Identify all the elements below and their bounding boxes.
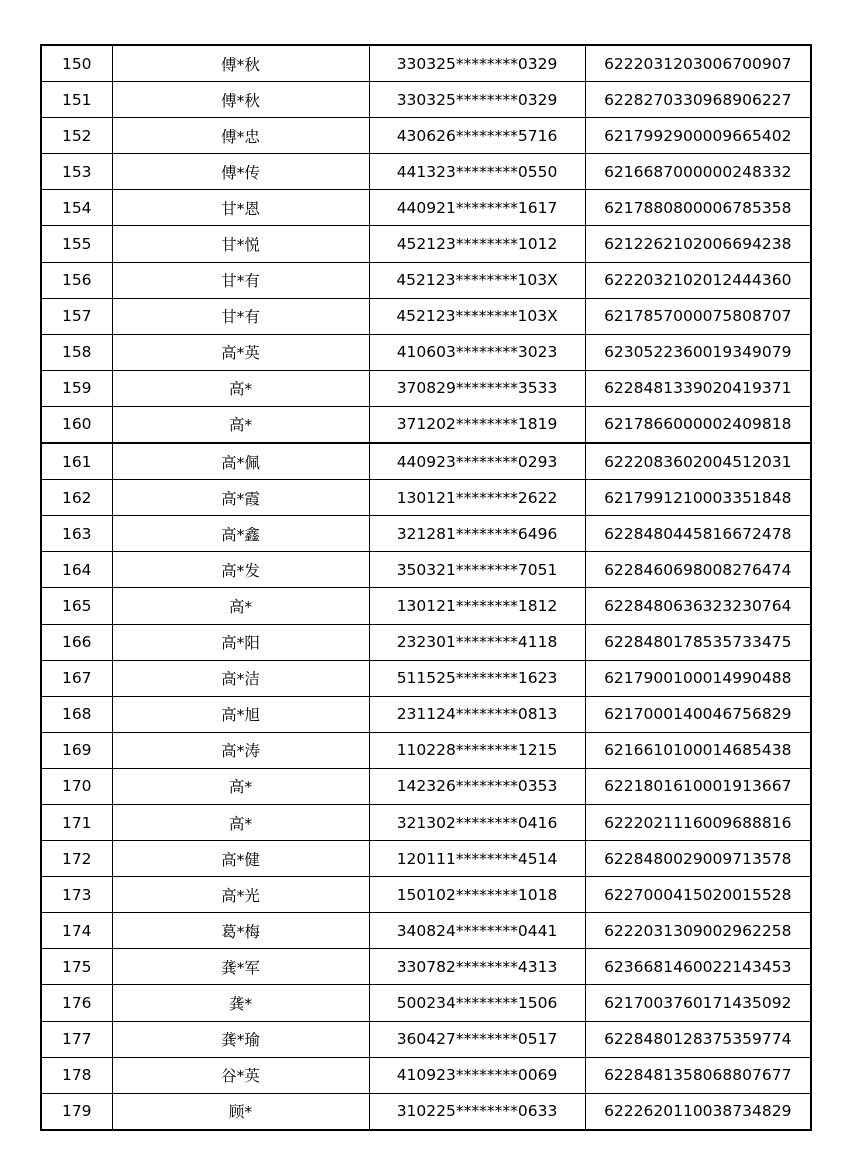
row-number-cell: 158 bbox=[41, 334, 112, 370]
card-number-cell: 6217857000075808707 bbox=[585, 298, 811, 334]
card-number-cell: 6216610100014685438 bbox=[585, 732, 811, 768]
row-number-cell: 156 bbox=[41, 262, 112, 298]
name-cell: 甘*恩 bbox=[112, 190, 369, 226]
table-row bbox=[41, 552, 811, 588]
card-number-cell: 6227000415020015528 bbox=[585, 877, 811, 913]
name-cell: 谷*英 bbox=[112, 1057, 369, 1093]
card-number-cell: 6221801610001913667 bbox=[585, 768, 811, 804]
id-number-cell: 440921********1617 bbox=[369, 190, 585, 226]
name-cell: 龚* bbox=[112, 985, 369, 1021]
name-cell: 高*鑫 bbox=[112, 516, 369, 552]
id-number-cell: 142326********0353 bbox=[369, 768, 585, 804]
card-number-cell: 6217000140046756829 bbox=[585, 696, 811, 732]
row-number-cell: 173 bbox=[41, 877, 112, 913]
row-number-cell: 162 bbox=[41, 480, 112, 516]
name-cell: 高*光 bbox=[112, 877, 369, 913]
name-cell: 高*健 bbox=[112, 841, 369, 877]
table-row bbox=[41, 696, 811, 732]
row-number-cell: 168 bbox=[41, 696, 112, 732]
name-cell: 高*洁 bbox=[112, 660, 369, 696]
table-row bbox=[41, 768, 811, 804]
id-number-cell: 452123********103X bbox=[369, 298, 585, 334]
table-row bbox=[41, 370, 811, 406]
id-number-cell: 500234********1506 bbox=[369, 985, 585, 1021]
row-number-cell: 171 bbox=[41, 804, 112, 840]
row-number-cell: 163 bbox=[41, 516, 112, 552]
name-cell: 高* bbox=[112, 588, 369, 624]
id-number-cell: 441323********0550 bbox=[369, 154, 585, 190]
row-number-cell: 172 bbox=[41, 841, 112, 877]
card-number-cell: 6228270330968906227 bbox=[585, 82, 811, 118]
name-cell: 高* bbox=[112, 406, 369, 443]
id-number-cell: 110228********1215 bbox=[369, 732, 585, 768]
name-cell: 傅*秋 bbox=[112, 45, 369, 82]
card-number-cell: 6228481339020419371 bbox=[585, 370, 811, 406]
row-number-cell: 177 bbox=[41, 1021, 112, 1057]
id-number-cell: 370829********3533 bbox=[369, 370, 585, 406]
row-number-cell: 159 bbox=[41, 370, 112, 406]
id-number-cell: 360427********0517 bbox=[369, 1021, 585, 1057]
name-cell: 甘*有 bbox=[112, 298, 369, 334]
row-number-cell: 161 bbox=[41, 443, 112, 480]
row-number-cell: 166 bbox=[41, 624, 112, 660]
name-cell: 高*涛 bbox=[112, 732, 369, 768]
table-row bbox=[41, 804, 811, 840]
name-cell: 高*阳 bbox=[112, 624, 369, 660]
row-number-cell: 170 bbox=[41, 768, 112, 804]
card-number-cell: 6228480128375359774 bbox=[585, 1021, 811, 1057]
table-row bbox=[41, 516, 811, 552]
table-row bbox=[41, 877, 811, 913]
id-number-cell: 120111********4514 bbox=[369, 841, 585, 877]
id-number-cell: 330782********4313 bbox=[369, 949, 585, 985]
name-cell: 高*旭 bbox=[112, 696, 369, 732]
row-number-cell: 167 bbox=[41, 660, 112, 696]
card-number-cell: 6228480636323230764 bbox=[585, 588, 811, 624]
card-number-cell: 6228460698008276474 bbox=[585, 552, 811, 588]
id-number-cell: 340824********0441 bbox=[369, 913, 585, 949]
name-cell: 龚*瑜 bbox=[112, 1021, 369, 1057]
name-cell: 葛*梅 bbox=[112, 913, 369, 949]
table-row bbox=[41, 949, 811, 985]
id-number-cell: 452123********1012 bbox=[369, 226, 585, 262]
table-row bbox=[41, 45, 811, 82]
card-number-cell: 6228480178535733475 bbox=[585, 624, 811, 660]
table-row bbox=[41, 190, 811, 226]
name-cell: 高*英 bbox=[112, 334, 369, 370]
table-row bbox=[41, 1093, 811, 1130]
table-row bbox=[41, 1021, 811, 1057]
card-number-cell: 6228481358068807677 bbox=[585, 1057, 811, 1093]
table-row bbox=[41, 118, 811, 154]
card-number-cell: 6228480029009713578 bbox=[585, 841, 811, 877]
card-number-cell: 6217003760171435092 bbox=[585, 985, 811, 1021]
row-number-cell: 150 bbox=[41, 45, 112, 82]
card-number-cell: 6222032102012444360 bbox=[585, 262, 811, 298]
row-number-cell: 160 bbox=[41, 406, 112, 443]
row-number-cell: 153 bbox=[41, 154, 112, 190]
table-row bbox=[41, 913, 811, 949]
table-row bbox=[41, 660, 811, 696]
name-cell: 龚*军 bbox=[112, 949, 369, 985]
row-number-cell: 154 bbox=[41, 190, 112, 226]
card-number-cell: 6217992900009665402 bbox=[585, 118, 811, 154]
table-body bbox=[41, 45, 811, 1130]
name-cell: 高* bbox=[112, 370, 369, 406]
id-number-cell: 452123********103X bbox=[369, 262, 585, 298]
id-number-cell: 231124********0813 bbox=[369, 696, 585, 732]
data-table bbox=[40, 44, 812, 1131]
row-number-cell: 152 bbox=[41, 118, 112, 154]
name-cell: 傅*传 bbox=[112, 154, 369, 190]
table-row bbox=[41, 985, 811, 1021]
row-number-cell: 164 bbox=[41, 552, 112, 588]
name-cell: 傅*忠 bbox=[112, 118, 369, 154]
id-number-cell: 330325********0329 bbox=[369, 82, 585, 118]
id-number-cell: 232301********4118 bbox=[369, 624, 585, 660]
card-number-cell: 6222031203006700907 bbox=[585, 45, 811, 82]
name-cell: 甘*悦 bbox=[112, 226, 369, 262]
name-cell: 高*佩 bbox=[112, 443, 369, 480]
row-number-cell: 179 bbox=[41, 1093, 112, 1130]
table-row bbox=[41, 298, 811, 334]
table-row bbox=[41, 1057, 811, 1093]
row-number-cell: 176 bbox=[41, 985, 112, 1021]
table-row bbox=[41, 406, 811, 443]
table-row bbox=[41, 624, 811, 660]
card-number-cell: 6230522360019349079 bbox=[585, 334, 811, 370]
name-cell: 高*发 bbox=[112, 552, 369, 588]
name-cell: 甘*有 bbox=[112, 262, 369, 298]
row-number-cell: 178 bbox=[41, 1057, 112, 1093]
row-number-cell: 155 bbox=[41, 226, 112, 262]
name-cell: 顾* bbox=[112, 1093, 369, 1130]
name-cell: 高*霞 bbox=[112, 480, 369, 516]
row-number-cell: 157 bbox=[41, 298, 112, 334]
id-number-cell: 330325********0329 bbox=[369, 45, 585, 82]
id-number-cell: 410603********3023 bbox=[369, 334, 585, 370]
id-number-cell: 350321********7051 bbox=[369, 552, 585, 588]
table-row bbox=[41, 154, 811, 190]
id-number-cell: 321281********6496 bbox=[369, 516, 585, 552]
row-number-cell: 169 bbox=[41, 732, 112, 768]
table-row bbox=[41, 480, 811, 516]
table-row bbox=[41, 588, 811, 624]
card-number-cell: 6222083602004512031 bbox=[585, 443, 811, 480]
card-number-cell: 6212262102006694238 bbox=[585, 226, 811, 262]
table-row bbox=[41, 82, 811, 118]
card-number-cell: 6217880800006785358 bbox=[585, 190, 811, 226]
card-number-cell: 6217991210003351848 bbox=[585, 480, 811, 516]
table-row bbox=[41, 226, 811, 262]
id-number-cell: 511525********1623 bbox=[369, 660, 585, 696]
card-number-cell: 6228480445816672478 bbox=[585, 516, 811, 552]
card-number-cell: 6236681460022143453 bbox=[585, 949, 811, 985]
row-number-cell: 165 bbox=[41, 588, 112, 624]
card-number-cell: 6216687000000248332 bbox=[585, 154, 811, 190]
id-number-cell: 150102********1018 bbox=[369, 877, 585, 913]
id-number-cell: 440923********0293 bbox=[369, 443, 585, 480]
id-number-cell: 130121********2622 bbox=[369, 480, 585, 516]
id-number-cell: 430626********5716 bbox=[369, 118, 585, 154]
id-number-cell: 321302********0416 bbox=[369, 804, 585, 840]
card-number-cell: 6222021116009688816 bbox=[585, 804, 811, 840]
row-number-cell: 175 bbox=[41, 949, 112, 985]
id-number-cell: 310225********0633 bbox=[369, 1093, 585, 1130]
table-row bbox=[41, 443, 811, 480]
id-number-cell: 130121********1812 bbox=[369, 588, 585, 624]
card-number-cell: 6217900100014990488 bbox=[585, 660, 811, 696]
card-number-cell: 6222620110038734829 bbox=[585, 1093, 811, 1130]
table-row bbox=[41, 334, 811, 370]
id-number-cell: 371202********1819 bbox=[369, 406, 585, 443]
table-row bbox=[41, 262, 811, 298]
row-number-cell: 174 bbox=[41, 913, 112, 949]
name-cell: 高* bbox=[112, 768, 369, 804]
card-number-cell: 6217866000002409818 bbox=[585, 406, 811, 443]
card-number-cell: 6222031309002962258 bbox=[585, 913, 811, 949]
table-row bbox=[41, 841, 811, 877]
row-number-cell: 151 bbox=[41, 82, 112, 118]
name-cell: 傅*秋 bbox=[112, 82, 369, 118]
name-cell: 高* bbox=[112, 804, 369, 840]
id-number-cell: 410923********0069 bbox=[369, 1057, 585, 1093]
table-row bbox=[41, 732, 811, 768]
